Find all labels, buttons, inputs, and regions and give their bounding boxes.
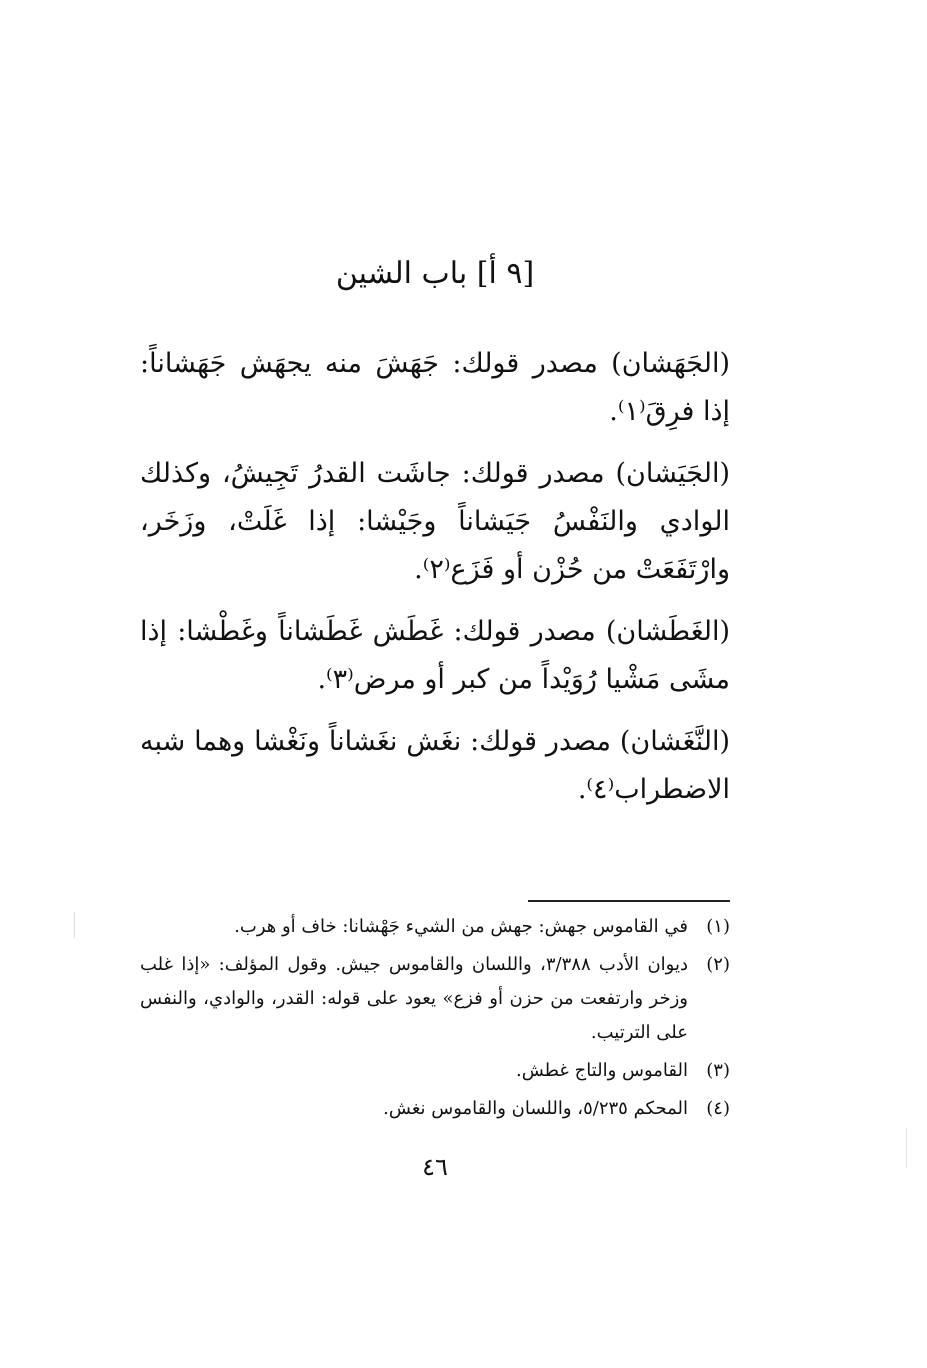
scan-artifact-right: [906, 1128, 907, 1168]
entry-naghashan: (النَّغَشان) مصدر قولك: نغَش نغَشاناً ونَغْشا وهما شبه الاضطراب⁽٤⁾.: [140, 726, 730, 805]
footnote-number: (١): [706, 916, 730, 937]
scan-artifact-left: [74, 912, 75, 938]
footnote-number: (٣): [706, 1060, 730, 1081]
main-text: [140, 340, 730, 828]
footnote-4: [140, 1092, 730, 1126]
entry-jahashan: (الجَهَشان) مصدر قولك: جَهَشَ منه يجهَش جَهَشاناً: إذا فرِقَ⁽١⁾.: [140, 348, 730, 427]
page-number: ٤٦: [422, 1153, 448, 1181]
footnote-text: ديوان الأدب ٣/٣٨٨، واللسان والقاموس جيش. وقول المؤلف: «إذا غلب وزخر وارتفعت من حزن أو فزع» يعود على قوله: القدر، والوادي، والنفس على الترتيب.: [140, 954, 689, 1043]
footnote-1: [140, 910, 730, 944]
footnote-text: في القاموس جهش: جهش من الشيء جَهْشانا: خاف أو هرب.: [234, 916, 688, 937]
footnotes: [140, 910, 730, 1130]
footnote-separator: [528, 900, 730, 902]
footnote-text: المحكم ٥/٢٣٥، واللسان والقاموس نغش.: [383, 1098, 688, 1119]
footnote-2: [140, 948, 730, 1050]
footnote-text: القاموس والتاج غطش.: [516, 1060, 688, 1081]
entry-ghatashan: (الغَطَشان) مصدر قولك: غَطَش غَطَشاناً وغَطْشا: إذا مشَى مَشْيا رُوَيْداً من كبر أو مرض⁽٣⁾.: [140, 616, 730, 695]
entry-jayashan: (الجَيَشان) مصدر قولك: جاشَت القدرُ تَجِيشُ، وكذلك الوادي والنَفْسُ جَيَشاناً وجَيْشا: إذا غَلَتْ، وزَخَر، وارْتَفَعَتْ من حُزْن أو فَزَع⁽٢⁾.: [140, 458, 730, 585]
footnote-number: (٢): [706, 954, 730, 975]
chapter-heading: [٩ أ] باب الشين: [335, 256, 535, 291]
footnote-3: [140, 1054, 730, 1088]
footnote-number: (٤): [706, 1098, 730, 1119]
